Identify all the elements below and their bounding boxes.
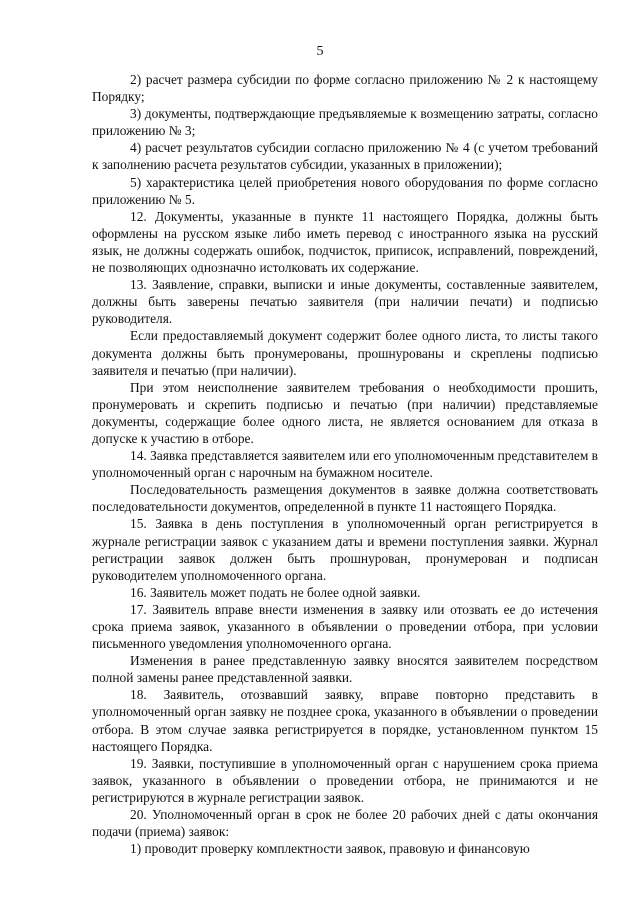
paragraph: 2) расчет размера субсидии по форме согласно приложению № 2 к настоящему Порядку; [92, 72, 598, 105]
paragraph: 17. Заявитель вправе внести изменения в заявку или отозвать ее до истечения срока приема заявок, указанного в объявлении о проведении отбора, при условии письменного уведомления уполномоченного органа. [92, 601, 598, 652]
paragraph: Последовательность размещения документов в заявке должна соответствовать последовательности документов, определенной в пункте 11 настоящего Порядка. [92, 482, 598, 515]
paragraph: При этом неисполнение заявителем требования о необходимости прошить, пронумеровать и скрепить подписью и печатью (при наличии) представляемые документы, содержащие более одного листа, не является основанием для отказа в допуске к участию в отборе. [92, 379, 598, 446]
paragraph: 12. Документы, указанные в пункте 11 настоящего Порядка, должны быть оформлены на русском языке либо иметь перевод с иностранного языка на русский язык, не должны содержать ошибок, подчисток, приписок, исправлений, повреждений, не позволяющих однозначно истолковать их содержание. [92, 208, 598, 276]
paragraph: Если предоставляемый документ содержит более одного листа, то листы такого документа должны быть пронумерованы, прошнурованы и скреплены подписью заявителя и печатью (при наличии). [92, 328, 598, 378]
document-body [92, 71, 598, 857]
paragraph: 18. Заявитель, отозвавший заявку, вправе повторно представить в уполномоченный орган заявку не позднее срока, указанного в объявлении о проведении отбора. В этом случае заявка регистрируется в порядке, установленном пунктом 15 настоящего Порядка. [92, 687, 598, 754]
paragraph: 16. Заявитель может подать не более одной заявки. [130, 584, 421, 600]
paragraph: 19. Заявки, поступившие в уполномоченный орган с нарушением срока приема заявок, указанного в объявлении о проведении отбора, не принимаются и не регистрируются в журнале регистрации заявок. [92, 755, 598, 805]
paragraph: 3) документы, подтверждающие предъявляемые к возмещению затраты, согласно приложению № 3; [92, 106, 598, 139]
page-number: 5 [316, 44, 324, 59]
paragraph: Изменения в ранее представленную заявку вносятся заявителем посредством полной замены ранее представленной заявки. [92, 653, 598, 686]
paragraph: 4) расчет результатов субсидии согласно приложению № 4 (с учетом требований к заполнению расчета результатов субсидии, указанных в приложении); [92, 140, 598, 173]
paragraph: 15. Заявка в день поступления в уполномоченный орган регистрируется в журнале регистрации заявок с указанием даты и времени поступления заявки. Журнал регистрации заявок должен быть прошнурован, пронумерован и подписан руководителем уполномоченного органа. [92, 516, 598, 583]
paragraph: 13. Заявление, справки, выписки и иные документы, составленные заявителем, должны быть заверены печатью заявителя (при наличии печати) и подписью руководителя. [92, 277, 598, 327]
paragraph: 5) характеристика целей приобретения нового оборудования по форме согласно приложению № 5. [92, 174, 598, 207]
paragraph: 20. Уполномоченный орган в срок не более 20 рабочих дней с даты окончания подачи (приема) заявок: [92, 807, 598, 840]
paragraph: 14. Заявка представляется заявителем или его уполномоченным представителем в уполномоченный орган с нарочным на бумажном носителе. [92, 448, 598, 481]
paragraph: 1) проводит проверку комплектности заявок, правовую и финансовую [130, 841, 530, 857]
